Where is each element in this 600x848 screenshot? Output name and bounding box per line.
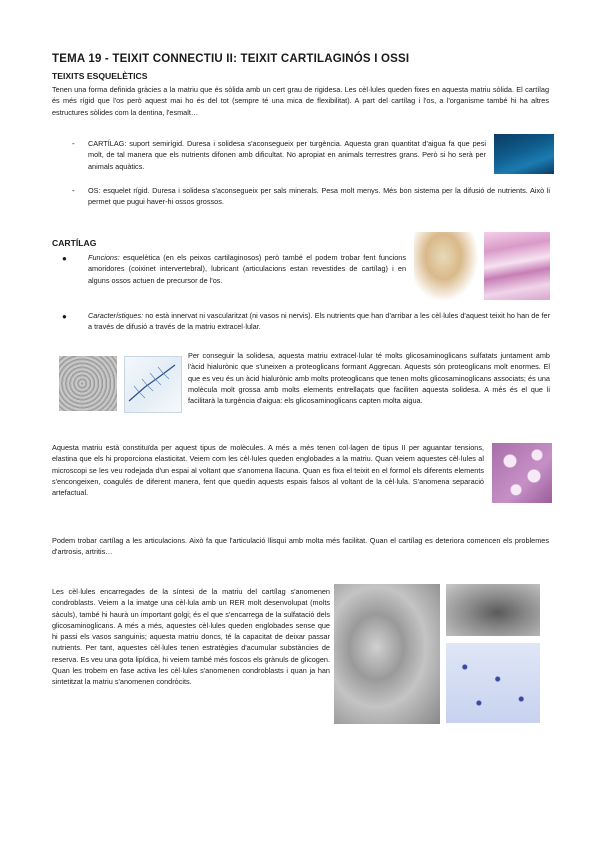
bullet-dot: ● xyxy=(62,254,67,263)
aggrecan-diagram-svg xyxy=(125,357,181,412)
joints-paragraph: Podem trobar cartílag a les articulacions. Això fa que l'articulació llisqui amb molta més facilitat. Quan el cartílag es deteriora comencen els problemes d'artrosis, artritis… xyxy=(52,536,549,557)
solidity-paragraph: Per conseguir la solidesa, aquesta matriu extracel·lular té molts glicosaminoglicans sulfatats juntament amb l'àcid hialurònic que s'uneixen a proteoglicans formant Aggrecan. Aquests són proteoglicans molt enormes. El que es veu és un àcid hialurònic amb molts proteoglicans que tenen molts glicosaminoglicans associats; és una molècula molt grossa amb molts elements entrellaçats que faciliten aquesta solidesa. A més és el que li facilitarà la turgència d'aigua: els glicosaminoglicans capten molta aigua. xyxy=(188,351,550,406)
spine-image xyxy=(414,232,479,302)
functions-label: Funcions: xyxy=(88,253,120,262)
page-title: TEMA 19 - TEIXIT CONNECTIU II: TEIXIT CARTILAGINÓS I OSSI xyxy=(52,53,410,65)
bullet-mark: - xyxy=(72,139,75,148)
shark-image xyxy=(494,134,554,174)
chondroblast-em-image xyxy=(334,584,440,724)
bullet-cartilage-text: CARTÍLAG: suport semirígid. Duresa i solidesa s'aconsegueix per turgència. Aquesta gran quantitat d'aigua fa que pesi molt, de tal manera que els nutrients difonen amb dificultat. No apropiat en animals terrestres grans. Però si ho serà per animals aquàtics. xyxy=(88,139,486,171)
features-label: Característiques: xyxy=(88,311,144,320)
lacunae-histology-image xyxy=(492,443,552,503)
features-paragraph xyxy=(88,310,550,333)
bullet-bone-text: OS: esquelet rígid. Duresa i solidesa s'aconsegueix per sals minerals. Pesa molt menys. Més bon sistema per la difusió de nutrients. Això li permet que pugui haver-hi ossos grossos. xyxy=(88,186,550,207)
cartilage-histology-image xyxy=(484,232,550,300)
chondrocyte-em-image xyxy=(446,584,540,636)
section-heading-cartilage: CARTÍLAG xyxy=(52,238,97,248)
cells-paragraph: Les cèl·lules encarregades de la síntesi de la matriu del cartílag s'anomenen condroblasts. Veiem a la imatge una cèl·lula amb un RER molt desenvolupat (molts sàculs), també hi haurà un important golgi; és el que s'encarrega de la sulfatació dels glicosaminoglicans. A més a més, aquestes cèl·lules queden englobades sense que hi passi els vasos sanguinis; aquesta matriu doncs, té la capacitat de deixar passar nutrients. Per tant, aquestes cèl·lules tenen estratègies d'acumular substàncies de reserva. Es veu una gota lipídica, hi veiem també més foscos els grànuls de glicogen. Quan les trobem en fase activa les cèl·lules s'anomenen condroblasts i quan ja han sintetitzat la matriu s'anomenen condròcits. xyxy=(52,587,330,687)
intro-paragraph: Tenen una forma definida gràcies a la matriu que és sòlida amb un cert grau de rigidesa. Les cèl·lules queden fixes en aquesta matriu sòlida. El cartílag és més rígid que l'os però aquest mai ho és del tot (sempre té una mica de flexibilitat). A part del cartílag i l'os, a l'organisme també hi ha altres estructures sòlides com la dentina, l'esmalt… xyxy=(52,85,549,117)
section-heading-skeletal: TEIXITS ESQUELÈTICS xyxy=(52,71,148,81)
bullet-mark: - xyxy=(72,186,75,195)
blue-histology-image xyxy=(446,643,540,723)
matrix-micrograph-image xyxy=(59,356,117,411)
functions-paragraph xyxy=(88,252,406,286)
aggrecan-diagram-image xyxy=(124,356,182,413)
bullet-dot: ● xyxy=(62,312,67,321)
functions-text: esquelètica (en els peixos cartilaginosos) però també el podem trobar fent funcions amoridores (coixinet intervertebral), lubricant (articulacions estan revestides de cartílag) i en alguns ossos actuen de precursor de l'os. xyxy=(88,253,406,285)
molecules-paragraph: Aquesta matriu està constituïda per aquest tipus de molècules. A més a més tenen col·lagen de tipus II per aguantar tensions, elastina que els hi proporciona elasticitat. Veiem com les cèl·lules queden englobades a la matriu. Quan veiem aquestes cèl·lules al microscopi se les veu rodejada d'un espai al voltant que s'anomena llacuna. Quan es fixa el teixit en el formol els diferents elements s'encongeixen, coagulés de diferent manera, fent que quedin aquests espais falsos al voltant de la cèl·lula. S'anomena separació artefactual. xyxy=(52,443,484,498)
features-text: no està innervat ni vascularitzat (ni vasos ni nervis). Els nutrients que han d'arribar a les cèl·lules d'aquest teixit ho han de fer a través de difusió a través de la matriu extracel·lular. xyxy=(88,311,550,332)
